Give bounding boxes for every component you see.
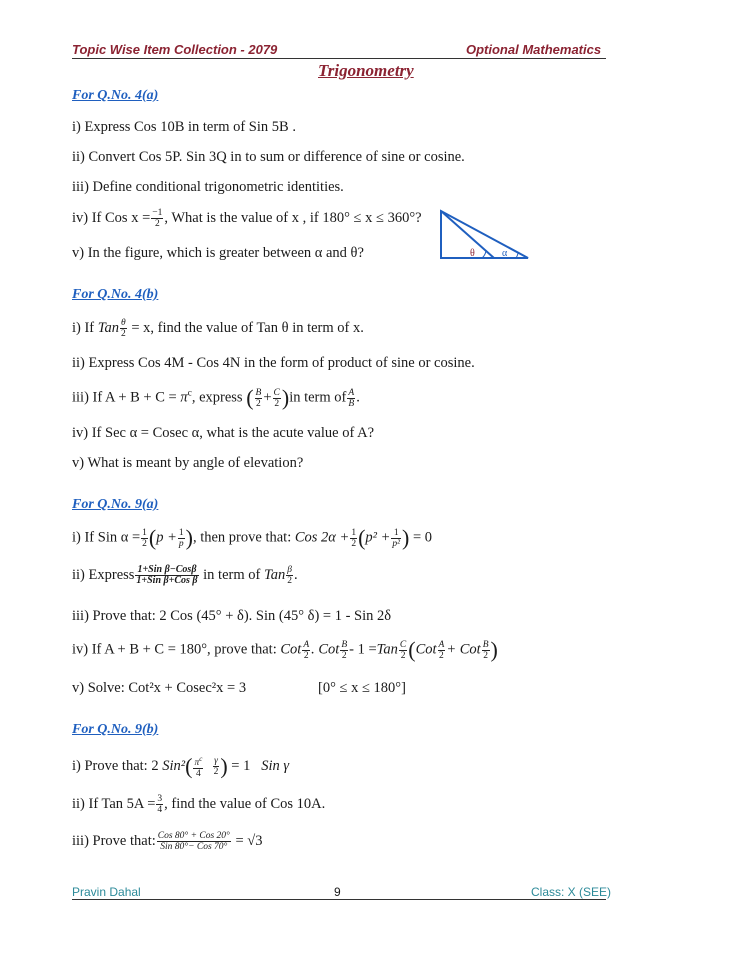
- figure-alpha-label: α: [502, 248, 508, 259]
- q4b-2: ii) Express Cos 4M - Cos 4N in the form of product of sine or cosine.: [72, 355, 475, 371]
- q4b-1: i) If Tan $\frac{\theta}{2}$ = x, find the value of Tan θ in term of x.: [72, 318, 364, 339]
- page-title: Trigonometry: [318, 61, 414, 80]
- footer-author: Pravin Dahal: [72, 885, 141, 899]
- page-number: 9: [334, 885, 341, 899]
- q9a-2: ii) Express $\frac{\text{1+Sin β−Cosβ}}{\text{1+Sin β+Cos β}}$ in term of Tan $\frac{\beta}{2}$ .: [72, 564, 298, 586]
- q9a-5: v) Solve: Cot²x + Cosec²x = 3: [72, 680, 247, 696]
- section-heading-9b: For Q.No. 9(b): [72, 722, 159, 737]
- triangle-figure: [438, 208, 532, 262]
- fraction: $\frac{\theta}{2}$: [121, 318, 126, 339]
- footer-class: Class: X (SEE): [531, 885, 612, 899]
- section-heading-9a: For Q.No. 9(a): [72, 497, 159, 512]
- header-rule: [72, 58, 606, 59]
- header-right: Optional Mathematics: [466, 42, 602, 57]
- section-heading-4a: For Q.No. 4(a): [72, 88, 159, 103]
- q4a-5: v) In the figure, which is greater between α and θ?: [72, 245, 364, 261]
- q9b-2: ii) If Tan 5A = $\frac{3}{4}$ , find the value of Cos 10A.: [72, 794, 326, 815]
- q4a-2: ii) Convert Cos 5P. Sin 3Q in to sum or difference of sine or cosine.: [72, 149, 465, 165]
- q4b-5: v) What is meant by angle of elevation?: [72, 455, 304, 471]
- q9b-3: iii) Prove that: $\frac{\text{Cos 80° + Cos 20°}}{\text{Sin 80°− Cos 70°}}$ = √3: [72, 831, 263, 852]
- footer-rule: [72, 899, 606, 900]
- section-heading-4b: For Q.No. 4(b): [72, 287, 159, 302]
- q4b-4: iv) If Sec α = Cosec α, what is the acute value of A?: [72, 425, 375, 441]
- q9b-1: i) Prove that: 2 Sin²( $\frac{\pi^c}{4}$ $\frac{\gamma}{2}$ ) = 1 Sin γ: [72, 753, 290, 780]
- q9a-3: iii) Prove that: 2 Cos (45° + δ). Sin (45° δ) = 1 - Sin 2δ: [72, 608, 392, 624]
- q9a-4: iv) If A + B + C = 180°, prove that: Cot $\frac{A}{2}$ . Cot $\frac{B}{2}$ - 1 =Tan $\frac{C}{2}$ (Cot $\frac{A}{2}$ + Cot $\frac{B}{2}$ ): [72, 637, 498, 662]
- q9a-1: i) If Sin α = $\frac{1}{2}$ (p + $\frac{1}{p}$ ), then prove that: Cos 2α + $\frac{1}{2}$ (p² + $\frac{1}{\text{p²}}$ ) = 0: [72, 525, 433, 550]
- header-left: Topic Wise Item Collection - 2079: [72, 42, 278, 57]
- q4a-1: i) Express Cos 10B in term of Sin 5B .: [72, 119, 296, 135]
- q9a-5-range: [0° ≤ x ≤ 180°]: [318, 680, 406, 696]
- q4a-4: iv) If Cos x = $\frac{-1}{2}$ , What is the value of x , if 180° ≤ x ≤ 360°?: [72, 208, 422, 229]
- q4a-3: iii) Define conditional trigonometric identities.: [72, 179, 344, 195]
- fraction: $\frac{-1}{2}$: [152, 208, 163, 229]
- figure-theta-label: θ: [470, 248, 475, 259]
- q4b-3: iii) If $A + B + C = \pi^c$, express ( $\frac{B}{2}$ + $\frac{C}{2}$ )in term of $\frac{A}{B}$ .: [72, 385, 360, 410]
